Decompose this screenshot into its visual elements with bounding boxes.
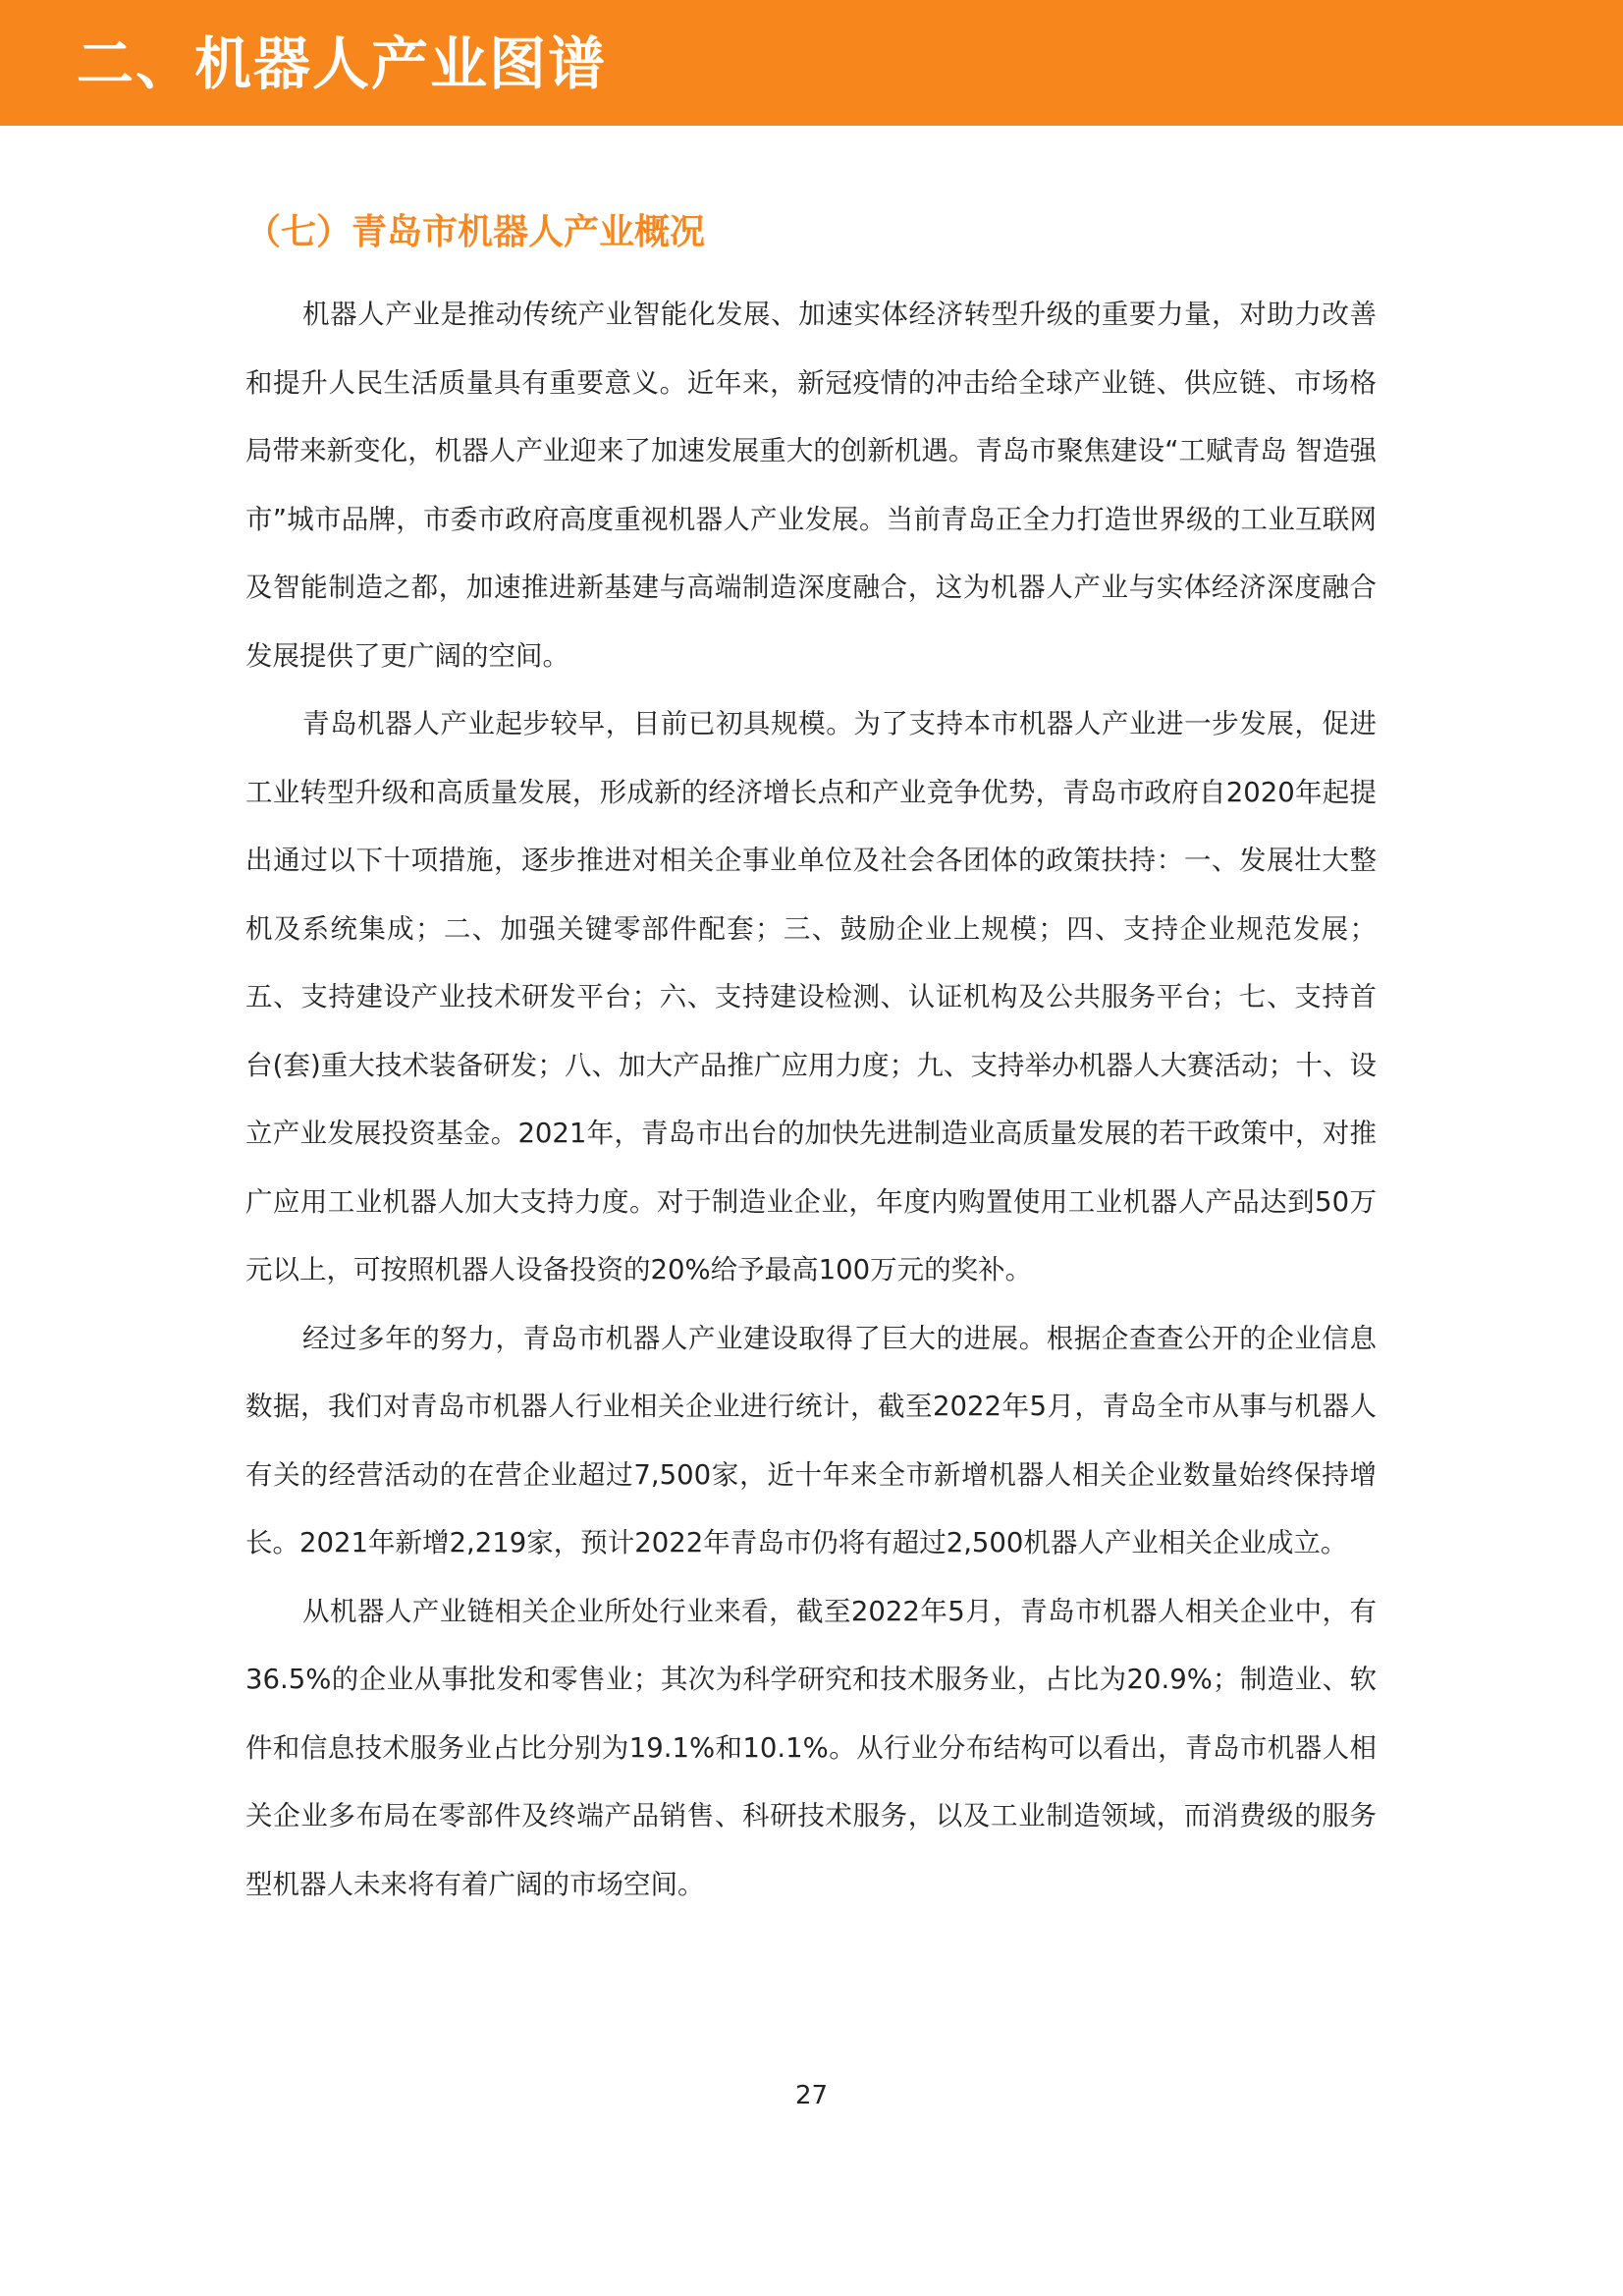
section-heading: （七）青岛市机器人产业概况 <box>245 212 706 252</box>
paragraph-growth: 经过多年的努力，青岛市机器人产业建设取得了巨大的进展。根据企查查公开的企业信息数据，我们对青岛市机器人行业相关企业进行统计，截至2022年5月，青岛全市从事与机器人有关的经营活动的在营企业超过7,500家，近十年来全市新增机器人相关企业数量始终保持增长。2021年新增2,219家，预计2022年青岛市仍将有超过2,500机器人产业相关企业成立。 <box>245 1322 1377 1558</box>
paragraph-industry-distribution: 从机器人产业链相关企业所处行业来看，截至2022年5月，青岛市机器人相关企业中，有36.5%的企业从事批发和零售业；其次为科学研究和技术服务业，占比为20.9%；制造业、软件和信息技术服务业占比分别为19.1%和10.1%。从行业分布结构可以看出，青岛市机器人相关企业多布局在零部件及终端产品销售、科研技术服务，以及工业制造领域，而消费级的服务型机器人未来将有着广阔的市场空间。 <box>245 1595 1377 1900</box>
chapter-title: 二、机器人产业图谱 <box>77 30 608 97</box>
header-band <box>0 0 1623 126</box>
paragraph-intro: 机器人产业是推动传统产业智能化发展、加速实体经济转型升级的重要力量，对助力改善和提升人民生活质量具有重要意义。近年来，新冠疫情的冲击给全球产业链、供应链、市场格局带来新变化，机器人产业迎来了加速发展重大的创新机遇。青岛市聚焦建设“工赋青岛 智造强市”城市品牌，市委市政府高度重视机器人产业发展。当前青岛正全力打造世界级的工业互联网及智能制造之都，加速推进新基建与高端制造深度融合，这为机器人产业与实体经济深度融合发展提供了更广阔的空间。 <box>245 299 1377 672</box>
body-text <box>245 281 1377 1919</box>
paragraph-policy: 青岛机器人产业起步较早，目前已初具规模。为了支持本市机器人产业进一步发展，促进工业转型升级和高质量发展，形成新的经济增长点和产业竞争优势，青岛市政府自2020年起提出通过以下十项措施，逐步推进对相关企事业单位及社会各团体的政策扶持：一、发展壮大整机及系统集成；二、加强关键零部件配套；三、鼓励企业上规模；四、支持企业规范发展；五、支持建设产业技术研发平台；六、支持建设检测、认证机构及公共服务平台；七、支持首台(套)重大技术装备研发；八、加大产品推广应用力度；九、支持举办机器人大赛活动；十、设立产业发展投资基金。2021年，青岛市出台的加快先进制造业高质量发展的若干政策中，对推广应用工业机器人加大支持力度。对于制造业企业，年度内购置使用工业机器人产品达到50万元以上，可按照机器人设备投资的20%给予最高100万元的奖补。 <box>245 708 1377 1285</box>
page-number: 27 <box>794 2081 829 2110</box>
